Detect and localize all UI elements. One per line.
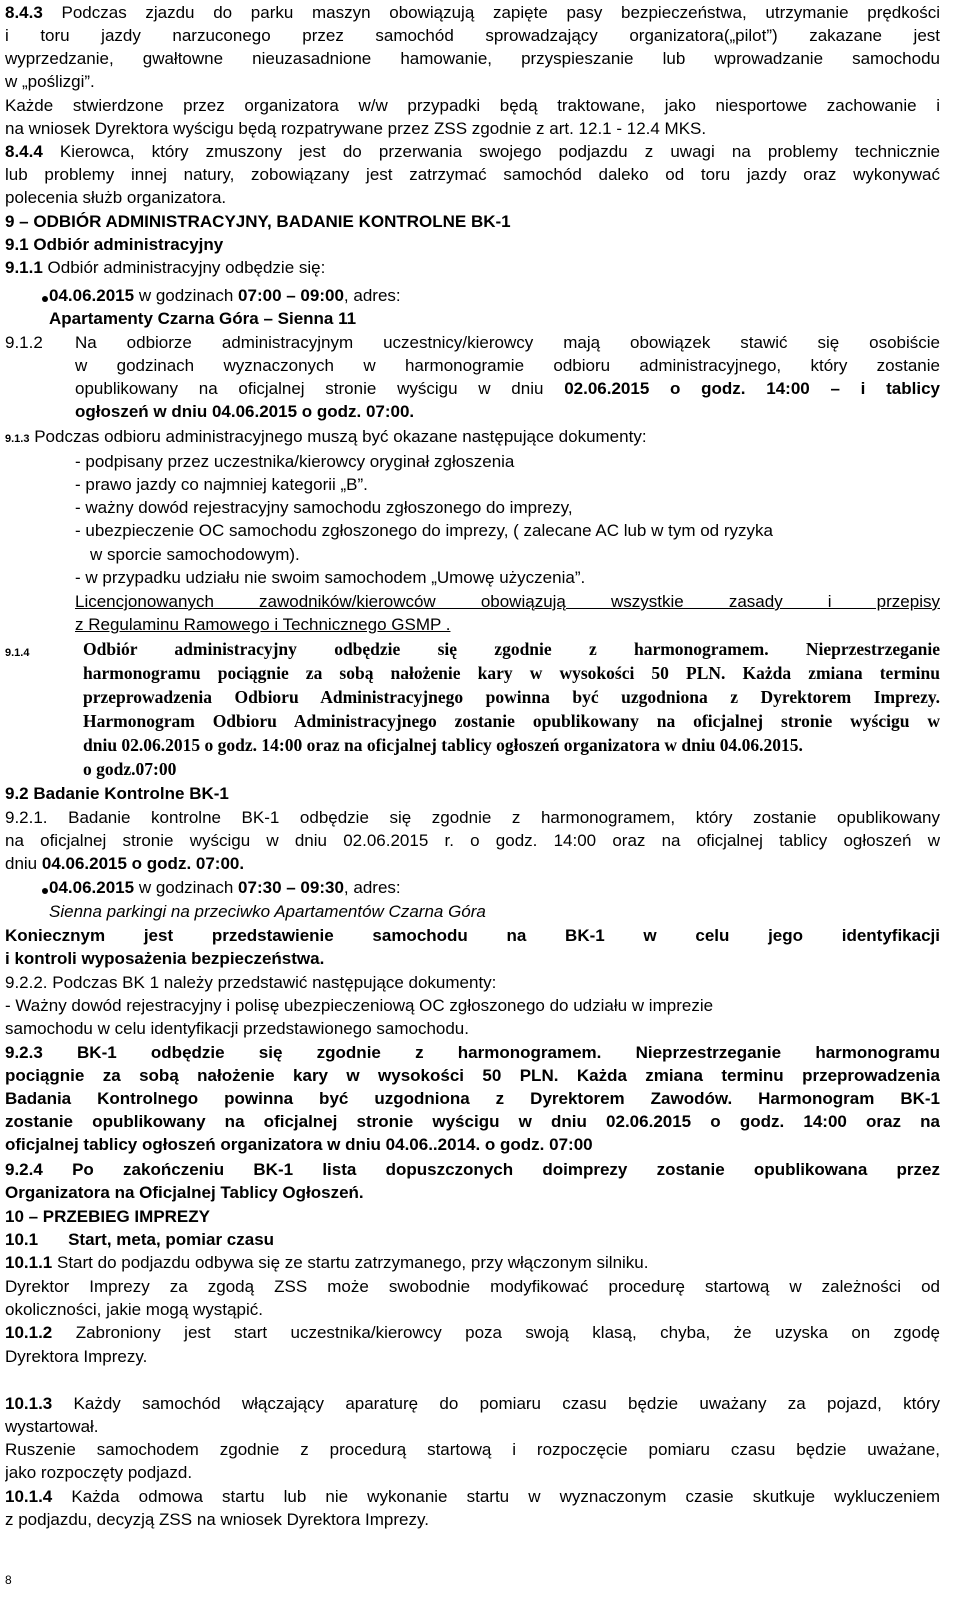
licence-note: z Regulaminu Ramowego i Technicznego GSMP . — [75, 615, 451, 634]
para-line: Każde stwierdzone przez organizatora w/w przypadki będą traktowane, jako niesportowe zachowanie i — [5, 96, 940, 115]
bullet-address-1: Apartamenty Czarna Góra – Sienna 11 — [49, 309, 357, 328]
para-line: na oficjalnej stronie wyścigu w dniu 02.06.2015 r. o godz. 14:00 oraz na oficjalnej tablicy ogłoszeń w — [5, 831, 940, 850]
para-line: pociągnie za sobą nałożenie kary w wysokości 50 PLN. Każda zmiana terminu przeprowadzenia — [5, 1066, 940, 1085]
para-line: - Ważny dowód rejestracyjny i polisę ubezpieczeniową OC zgłoszonego do udziału w imprezie — [5, 996, 714, 1015]
bullet-icon — [42, 296, 48, 302]
para-line: lub problemy innej natury, zobowiązany jest zatrzymać samochód daleko od toru jazdy oraz wykonywać — [5, 165, 940, 184]
bullet-item-1: 04.06.2015 w godzinach 07:00 – 09:00, adres: — [49, 286, 401, 305]
para-line: Harmonogram Odbioru Administracyjnego zostanie opublikowany na oficjalnej stronie wyścigu w — [83, 711, 940, 731]
para-843-line — [5, 2, 940, 24]
bullet-address-2: Sienna parkingi na przeciwko Apartamentów Czarna Góra — [49, 902, 486, 921]
para-line: jako rozpoczęty podjazd. — [5, 1463, 193, 1482]
para-line: Dyrektor Imprezy za zgodą ZSS może swobodnie modyfikować procedurę startową w zależności od — [5, 1277, 940, 1296]
para-line: i kontroli wyposażenia bezpieczeństwa. — [5, 949, 325, 968]
section-heading-9: 9 – ODBIÓR ADMINISTRACYJNY, BADANIE KONTROLNE BK-1 — [5, 212, 511, 231]
para-line: z podjazdu, decyzją ZSS na wniosek Dyrektora Imprezy. — [5, 1510, 429, 1529]
para-922: 9.2.2. Podczas BK 1 należy przedstawić następujące dokumenty: — [5, 973, 497, 992]
section-heading-10: 10 – PRZEBIEG IMPREZY — [5, 1207, 210, 1226]
bullet-item-2: 04.06.2015 w godzinach 07:30 – 09:30, adres: — [49, 878, 401, 897]
para-914-line: Odbiór administracyjny odbędzie się zgodnie z harmonogramem. Nieprzestrzeganie — [83, 639, 940, 659]
para-1011: 10.1.1 Start do podjazdu odbywa się ze startu zatrzymanego, przy włączonym silniku. — [5, 1253, 649, 1272]
para-line: zostanie opublikowany na oficjalnej stronie wyścigu w dniu 02.06.2015 o godz. 14:00 oraz na — [5, 1112, 940, 1131]
section-number: 9.1.2 — [5, 333, 43, 352]
subsection-heading-91: 9.1 Odbiór administracyjny — [5, 235, 224, 254]
para-line: dniu 04.06.2015 o godz. 07:00. — [5, 854, 245, 873]
para-line: wystartował. — [5, 1417, 99, 1436]
para-921-line: 9.2.1. Badanie kontrolne BK-1 odbędzie się zgodnie z harmonogramem, który zostanie opublikowany — [5, 808, 940, 827]
para-line: Ruszenie samochodem zgodnie z procedurą startową i rozpoczęcie pomiaru czasu będzie uważane, — [5, 1440, 940, 1459]
para-line: Organizatora na Oficjalnej Tablicy Ogłoszeń. — [5, 1183, 364, 1202]
para-1014: 10.1.4 Każda odmowa startu lub nie wykonanie startu w wyznaczonym czasie skutkuje wykluczeniem — [5, 1487, 940, 1506]
para-1013: 10.1.3 Każdy samochód włączający aparaturę do pomiaru czasu będzie uważany za pojazd, który — [5, 1394, 940, 1413]
licence-note: Licencjonowanych zawodników/kierowców obowiązują wszystkie zasady i przepisy — [75, 592, 940, 611]
para-line: dniu 02.06.2015 o godz. 14:00 oraz na oficjalnej tablicy ogłoszeń organizatora w dniu 04.06.2015. — [83, 735, 803, 755]
para-924-line: 9.2.4 Po zakończeniu BK-1 lista dopuszczonych doimprezy zostanie opublikowana przez — [5, 1160, 940, 1179]
para-line: Koniecznym jest przedstawienie samochodu na BK-1 w celu jego identyfikacji — [5, 926, 940, 945]
subsection-heading-101: 10.1 Start, meta, pomiar czasu — [5, 1230, 275, 1249]
para-line: i toru jazdy narzuconego przez samochód sprowadzający organizatora(„pilot”) zakazane jest — [5, 26, 940, 45]
para-line: na wniosek Dyrektora wyścigu będą rozpatrywane przez ZSS zgodnie z art. 12.1 - 12.4 MKS. — [5, 119, 707, 138]
para-line: Badania Kontrolnego powinna być uzgodniona z Dyrektorem Zawodów. Harmonogram BK-1 — [5, 1089, 940, 1108]
para-line: okoliczności, jakie mogą wystąpić. — [5, 1300, 263, 1319]
para-line: samochodu w celu identyfikacji przedstawionego samochodu. — [5, 1019, 469, 1038]
section-number: 9.1.4 — [5, 647, 30, 659]
para-913: 9.1.3 Podczas odbioru administracyjnego muszą być okazane następujące dokumenty: — [5, 427, 647, 446]
section-number: 8.4.4 — [5, 142, 43, 161]
para-line: harmonogramu pociągnie za sobą nałożenie kary w wysokości 50 PLN. Każda zmiana terminu — [83, 663, 940, 683]
para-text: Podczas zjazdu do parku maszyn obowiązują zapięte pasy bezpieczeństwa, utrzymanie prędkości — [42, 3, 940, 22]
para-844-line: 8.4.4 Kierowca, który zmuszony jest do przerwania swojego podjazdu z uwagi na problemy technicznie — [5, 142, 940, 161]
para-911: 9.1.1 Odbiór administracyjny odbędzie się: — [5, 258, 326, 277]
document-list-item: - ubezpieczenie OC samochodu zgłoszonego do imprezy, ( zalecane AC lub w tym od ryzyka — [75, 521, 773, 540]
subsection-heading-92: 9.2 Badanie Kontrolne BK-1 — [5, 784, 229, 803]
para-line: polecenia służb organizatora. — [5, 188, 227, 207]
document-list-item: - podpisany przez uczestnika/kierowcy oryginał zgłoszenia — [75, 452, 515, 471]
para-line: w godzinach wyznaczonych w harmonogramie odbioru administracyjnego, który zostanie — [75, 356, 940, 375]
para-line: oficjalnej tablicy ogłoszeń organizatora w dniu 04.06..2014. o godz. 07:00 — [5, 1135, 593, 1154]
bullet-icon — [42, 888, 48, 894]
para-923-line: 9.2.3 BK-1 odbędzie się zgodnie z harmonogramem. Nieprzestrzeganie harmonogramu — [5, 1043, 940, 1062]
para-line: wyprzedzanie, gwałtowne nieuzasadnione hamowanie, przyspieszanie lub wprowadzanie samochodu — [5, 49, 940, 68]
page-number: 8 — [5, 1573, 12, 1587]
para-line: ogłoszeń w dniu 04.06.2015 o godz. 07:00. — [75, 402, 415, 421]
para-line: Dyrektora Imprezy. — [5, 1347, 148, 1366]
para-line: o godz.07:00 — [83, 759, 177, 779]
para-912-line: Na odbiorze administracyjnym uczestnicy/kierowcy mają obowiązek stawić się osobiście — [75, 333, 940, 352]
para-1012: 10.1.2 Zabroniony jest start uczestnika/kierowcy poza swoją klasą, chyba, że uzyska on zgodę — [5, 1323, 940, 1342]
document-list-item: - ważny dowód rejestracyjny samochodu zgłoszonego do imprezy, — [75, 498, 573, 517]
para-line: przeprowadzenia Odbioru Administracyjnego powinna być uzgodniona z Dyrektorem Imprezy. — [83, 687, 940, 707]
para-line: w „poślizgi”. — [5, 72, 95, 91]
document-list-item: - w przypadku udziału nie swoim samochodem „Umowę użyczenia”. — [75, 568, 586, 587]
para-line: opublikowany na oficjalnej stronie wyścigu w dniu 02.06.2015 o godz. 14:00 – i tablicy — [75, 379, 940, 398]
section-number: 8.4.3 — [5, 3, 43, 22]
document-list-item: w sporcie samochodowym). — [90, 545, 300, 564]
document-list-item: - prawo jazdy co najmniej kategorii „B”. — [75, 475, 368, 494]
